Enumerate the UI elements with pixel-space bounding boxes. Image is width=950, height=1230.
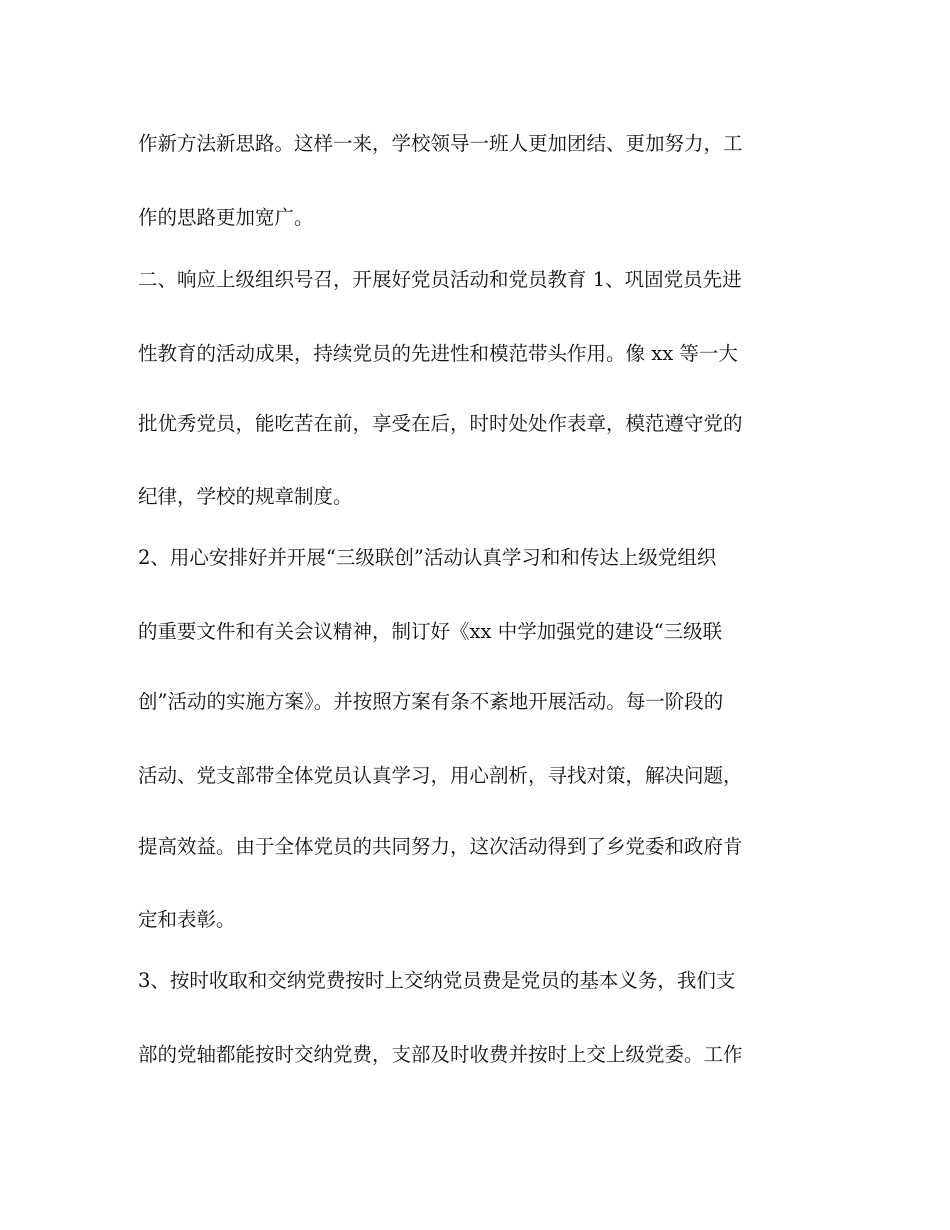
text-line: 3、按时收取和交纳党费按时上交纳党员费是党员的基本义务，我们支 (138, 969, 736, 992)
text-line: 批优秀党员，能吃苦在前，享受在后，时时处处作表章，模范遵守党的 (138, 412, 743, 435)
text-line: 提高效益。由于全体党员的共同努力，这次活动得到了乡党委和政府肯 (138, 835, 743, 858)
text-line: 性教育的活动成果，持续党员的先进性和模范带头作用。像 xx 等一大 (138, 342, 738, 365)
text-line: 活动、党支部带全体党员认真学习，用心剖析，寻找对策，解决问题， (138, 764, 743, 787)
text-line: 的重要文件和有关会议精神，制订好《xx 中学加强党的建设“三级联 (138, 620, 723, 643)
text-line: 纪律，学校的规章制度。 (138, 485, 353, 508)
text-line: 2、用心安排好并开展“三级联创”活动认真学习和和传达上级党组织 (138, 546, 717, 569)
text-line: 部的党轴都能按时交纳党费，支部及时收费并按时上交上级党委。工作 (138, 1043, 743, 1066)
text-line: 作的思路更加宽广。 (138, 206, 314, 229)
text-line: 二、响应上级组织号召，开展好党员活动和党员教育 1、巩固党员先进 (138, 268, 742, 291)
text-line: 作新方法新思路。这样一来，学校领导一班人更加团结、更加努力，工 (138, 132, 743, 155)
text-line: 创”活动的实施方案》。并按照方案有条不紊地开展活动。每一阶段的 (138, 690, 724, 713)
text-line: 定和表彰。 (138, 908, 236, 931)
